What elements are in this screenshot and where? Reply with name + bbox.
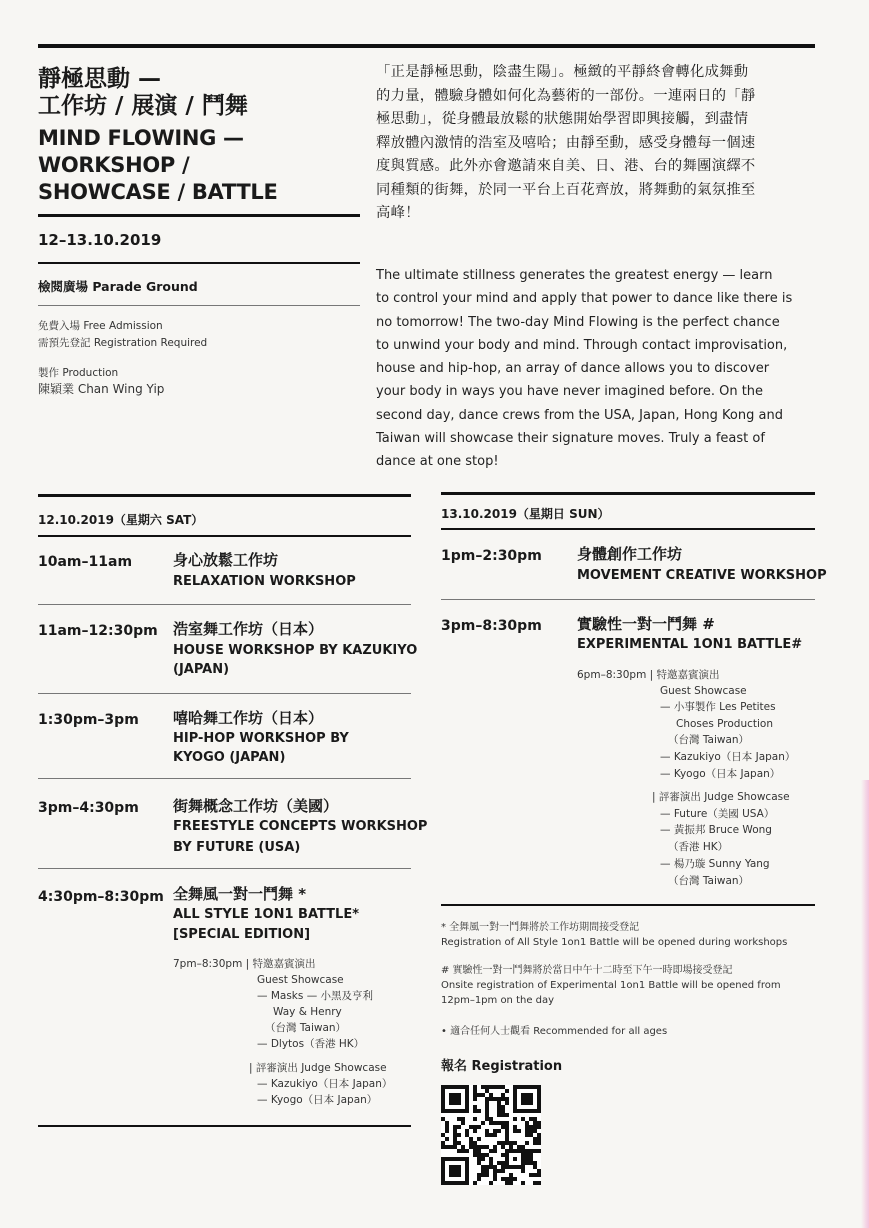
event-time: 11am–12:30pm bbox=[38, 623, 158, 639]
day2-guest-line: — 黃振邦 Bruce Wong bbox=[660, 824, 772, 836]
event-time: 1pm–2:30pm bbox=[441, 548, 542, 564]
day2-bottom-rule bbox=[441, 904, 815, 906]
event-title-en: [SPECIAL EDITION] bbox=[173, 927, 311, 942]
day2-guest-line: | 評審演出 Judge Showcase bbox=[652, 791, 790, 803]
event-title-zh: 身心放鬆工作坊 bbox=[173, 551, 279, 569]
description-en bbox=[376, 264, 821, 474]
event-title-en: (JAPAN) bbox=[173, 662, 230, 677]
day1-header-rule bbox=[38, 535, 411, 537]
note-2-en-1: Onsite registration of Experimental 1on1 Battle will be opened from bbox=[441, 980, 781, 991]
date-rule bbox=[38, 262, 360, 264]
title-zh-1: 靜極思動 — bbox=[38, 66, 162, 92]
production-label: 製作 Production bbox=[38, 367, 119, 379]
production-name: 陳穎業 Chan Wing Yip bbox=[38, 382, 165, 396]
event-title-zh: 浩室舞工作坊（日本） bbox=[173, 620, 324, 638]
event-date: 12–13.10.2019 bbox=[38, 231, 162, 249]
event-title-zh: 街舞概念工作坊（美國） bbox=[173, 797, 339, 815]
event-title-en: KYOGO (JAPAN) bbox=[173, 750, 286, 765]
title-en-3: SHOWCASE / BATTLE bbox=[38, 180, 278, 204]
day2-guest-line: 6pm–8:30pm | 特邀嘉賓演出 bbox=[577, 669, 720, 681]
event-title-en: HIP-HOP WORKSHOP BY bbox=[173, 731, 349, 746]
description-en-line: to control your mind and apply that power to dance like there is bbox=[376, 291, 793, 307]
description-zh-line: 的力量，體驗身體如何化為藝術的一部份。一連兩日的「靜 bbox=[376, 87, 756, 104]
day2-guest-line: — Kazukiyo（日本 Japan） bbox=[660, 751, 796, 763]
title-zh-2: 工作坊 / 展演 / 鬥舞 bbox=[38, 93, 248, 119]
description-en-line: Taiwan will showcase their signature moves. Truly a feast of bbox=[376, 431, 765, 447]
event-title-en: HOUSE WORKSHOP BY KAZUKIYO bbox=[173, 643, 418, 658]
description-zh bbox=[376, 61, 816, 226]
row-divider bbox=[38, 868, 411, 869]
description-en-line: no tomorrow! The two-day Mind Flowing is the perfect chance bbox=[376, 314, 780, 330]
title-rule bbox=[38, 214, 360, 217]
day2-guest-line: — 楊乃璇 Sunny Yang bbox=[660, 858, 770, 870]
event-time: 4:30pm–8:30pm bbox=[38, 889, 164, 905]
day2-guest-line: — 小事製作 Les Petites bbox=[660, 701, 776, 713]
day2-guest-line: Guest Showcase bbox=[660, 685, 747, 697]
description-en-line: your body in ways you have never imagined before. On the bbox=[376, 384, 764, 400]
day1-guest-line: 7pm–8:30pm | 特邀嘉賓演出 bbox=[173, 958, 316, 970]
event-title-en: MOVEMENT CREATIVE WORKSHOP bbox=[577, 568, 827, 583]
day1-guest-line: Guest Showcase bbox=[257, 974, 344, 986]
registration-required-text: 需預先登記 Registration Required bbox=[38, 337, 208, 349]
day1-guest-line: （台灣 Taiwan） bbox=[265, 1022, 347, 1034]
event-title-en: BY FUTURE (USA) bbox=[173, 840, 301, 855]
day2-header-rule bbox=[441, 528, 815, 530]
day1-guest-line: — Kazukiyo（日本 Japan） bbox=[257, 1078, 393, 1090]
event-title-en: RELAXATION WORKSHOP bbox=[173, 574, 356, 589]
description-zh-line: 「正是靜極思動，陰盡生陽」。極緻的平靜終會轉化成舞動 bbox=[376, 64, 749, 80]
venue-rule bbox=[38, 305, 360, 306]
row-divider bbox=[441, 599, 815, 600]
event-title-zh: 身體創作工作坊 bbox=[577, 545, 683, 563]
description-zh-line: 高峰！ bbox=[376, 205, 420, 221]
description-zh-line: 釋放體內激情的浩室及嘻哈；由靜至動，感受身體每一個速 bbox=[376, 134, 756, 151]
admission-text: 免費入場 Free Admission bbox=[38, 320, 163, 332]
event-title-zh: 嘻哈舞工作坊（日本） bbox=[173, 709, 324, 727]
event-title-en: FREESTYLE CONCEPTS WORKSHOP bbox=[173, 819, 428, 834]
note-2-en-2: 12pm–1pm on the day bbox=[441, 995, 555, 1006]
day1-guest-line: — Masks — 小黑及亨利 bbox=[257, 990, 374, 1002]
day1-guest-line: — Dlytos（香港 HK） bbox=[257, 1038, 365, 1050]
event-title-zh: 全舞風一對一鬥舞 * bbox=[173, 885, 307, 903]
event-time: 10am–11am bbox=[38, 554, 133, 570]
event-time: 3pm–8:30pm bbox=[441, 618, 542, 634]
description-zh-line: 極思動」，從身體最放鬆的狀態開始學習即興接觸，到盡情 bbox=[376, 111, 749, 127]
day2-guest-line: （台灣 Taiwan） bbox=[668, 734, 750, 746]
top-rule bbox=[38, 44, 815, 48]
event-time: 1:30pm–3pm bbox=[38, 712, 139, 728]
note-1-en: Registration of All Style 1on1 Battle will be opened during workshops bbox=[441, 937, 788, 948]
event-title-en: ALL STYLE 1ON1 BATTLE* bbox=[173, 907, 359, 922]
event-title-zh: 實驗性一對一鬥舞 # bbox=[577, 615, 715, 633]
day1-top-rule bbox=[38, 494, 411, 497]
registration-qr-code[interactable] bbox=[441, 1085, 541, 1185]
event-title-en: EXPERIMENTAL 1ON1 BATTLE# bbox=[577, 637, 803, 652]
title-en-1: MIND FLOWING — bbox=[38, 126, 244, 150]
day2-guest-line: （台灣 Taiwan） bbox=[668, 875, 750, 887]
description-zh-line: 度與質感。此外亦會邀請來自美、日、港、台的舞團演繹不 bbox=[376, 158, 756, 174]
description-en-line: house and hip-hop, an array of dance allows you to discover bbox=[376, 361, 770, 377]
day2-guest-line: （香港 HK） bbox=[668, 841, 729, 853]
row-divider bbox=[38, 778, 411, 779]
description-en-line: The ultimate stillness generates the greatest energy — learn bbox=[376, 268, 773, 283]
day1-guest-line: Way & Henry bbox=[273, 1006, 342, 1018]
row-divider bbox=[38, 693, 411, 694]
description-en-line: second day, dance crews from the USA, Japan, Hong Kong and bbox=[376, 407, 783, 423]
day1-guest-line: | 評審演出 Judge Showcase bbox=[249, 1062, 387, 1074]
note-3: • 適合任何人士觀看 Recommended for all ages bbox=[441, 1026, 668, 1037]
day2-guest-line: Choses Production bbox=[676, 718, 774, 730]
note-2-zh: # 實驗性一對一鬥舞將於當日中午十二時至下午一時即場接受登記 bbox=[441, 965, 733, 976]
page-edge bbox=[861, 780, 869, 1228]
description-zh-line: 同種類的街舞，於同一平台上百花齊放，將舞動的氣氛推至 bbox=[376, 181, 756, 198]
registration-label: 報名 Registration bbox=[441, 1059, 563, 1074]
day1-guest-line: — Kyogo（日本 Japan） bbox=[257, 1094, 378, 1106]
description-en-line: dance at one stop! bbox=[376, 454, 499, 470]
day2-header: 13.10.2019（星期日 SUN） bbox=[441, 507, 610, 521]
day2-guest-line: — Future（美國 USA） bbox=[660, 808, 775, 820]
event-time: 3pm–4:30pm bbox=[38, 800, 139, 816]
note-1-zh: * 全舞風一對一鬥舞將於工作坊期間接受登記 bbox=[441, 922, 640, 933]
title-en-2: WORKSHOP / bbox=[38, 153, 190, 177]
description-en-line: to unwind your body and mind. Through contact improvisation, bbox=[376, 337, 788, 353]
day2-guest-line: — Kyogo（日本 Japan） bbox=[660, 768, 781, 780]
day2-top-rule bbox=[441, 492, 815, 495]
row-divider bbox=[38, 604, 411, 605]
day1-bottom-rule bbox=[38, 1125, 411, 1127]
day1-header: 12.10.2019（星期六 SAT） bbox=[38, 513, 204, 527]
event-venue: 檢閱廣場 Parade Ground bbox=[38, 279, 198, 294]
